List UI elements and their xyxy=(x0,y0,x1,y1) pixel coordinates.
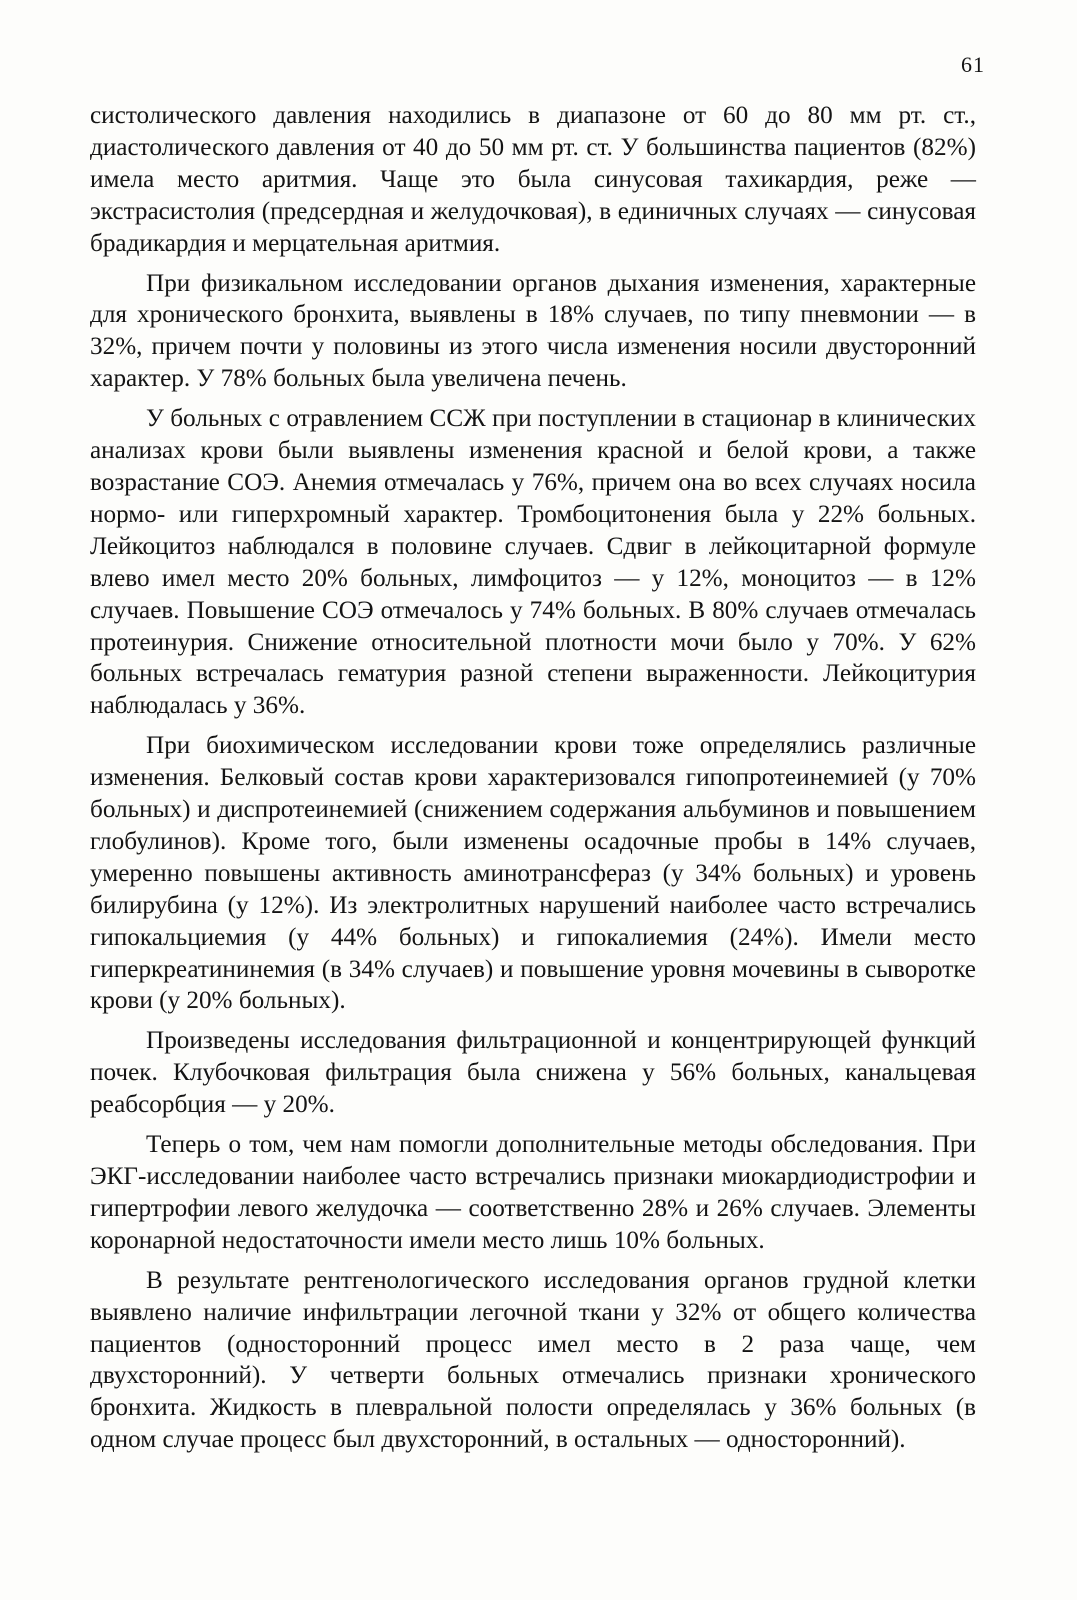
page-number: 61 xyxy=(961,52,985,77)
paragraph-respiratory-exam: При физикальном исследовании органов дыхания изменения, характерные для хронического бронхита, выявлены в 18% случаев, по типу пневмонии — в 32%, причем почти у половины из этого числа изменения носили двусторонний характер. У 78% больных была увеличена печень. xyxy=(90,269,976,393)
paragraph-kidney-function: Произведены исследования фильтрационной и концентрирующей функций почек. Клубочковая фильтрация была снижена у 56% больных, канальцевая реабсорбция — у 20%. xyxy=(90,1027,976,1119)
paragraph-xray: В результате рентгенологического исследования органов грудной клетки выявлено наличие инфильтрации легочной ткани у 32% от общего количества пациентов (односторонний процесс имел место в 2 раза чаще, чем двухсторонний). У четверти больных отмечались признаки хронического бронхита. Жидкость в плевральной полости определялась у 36% больных (в одном случае процесс был двухсторонний, в остальных — односторонний). xyxy=(90,1266,976,1454)
paragraph-blood-analysis: У больных с отравлением ССЖ при поступлении в стационар в клинических анализах крови были выявлены изменения красной и белой крови, а также возрастание СОЭ. Анемия отмечалась у 76%, причем она во всех случаях носила нормо- или гиперхромный характер. Тромбоцитонения была у 22% больных. Лейкоцитоз наблюдался в половине случаев. Сдвиг в лейкоцитарной формуле влево имел место 20% больных, лимфоцитоз — у 12%, моноцитоз — в 12% случаев. Повышение СОЭ отмечалось у 74% больных. В 80% случаев отмечалась протеинурия. Снижение относительной плотности мочи было у 70%. У 62% больных встречалась гематурия разной степени выраженности. Лейкоцитурия наблюдалась у 36%. xyxy=(90,405,976,720)
paragraph-ecg: Теперь о том, чем нам помогли дополнительные методы обследования. При ЭКГ-исследовании наиболее часто встречались признаки миокардиодистрофии и гипертрофии левого желудочка — соответственно 28% и 26% случаев. Элементы коронарной недостаточности имели место лишь 10% больных. xyxy=(90,1131,976,1254)
page-text xyxy=(90,100,976,1464)
paragraph-blood-pressure: систолического давления находились в диапазоне от 60 до 80 мм рт. ст., диастолического давления от 40 до 50 мм рт. ст. У большинства пациентов (82%) имела место аритмия. Чаще это была синусовая тахикардия, реже — экстрасистолия (предсердная и желудочковая), в единичных случаях — синусовая брадикардия и мерцательная аритмия. xyxy=(90,102,976,257)
paragraph-biochemistry: При биохимическом исследовании крови тоже определялись различные изменения. Белковый состав крови характеризовался гипопротеинемией (у 70% больных) и диспротеинемией (снижением содержания альбуминов и повышением глобулинов). Кроме того, были изменены осадочные пробы в 14% случаев, умеренно повышены активность аминотрансфераз (у 34% больных) и уровень билирубина (у 12%). Из электролитных нарушений наиболее часто встречались гипокальциемия (у 44% больных) и гипокалиемия (24%). Имели место гиперкреатининемия (в 34% случаев) и повышение уровня мочевины в сыворотке крови (у 20% больных). xyxy=(90,732,976,1015)
